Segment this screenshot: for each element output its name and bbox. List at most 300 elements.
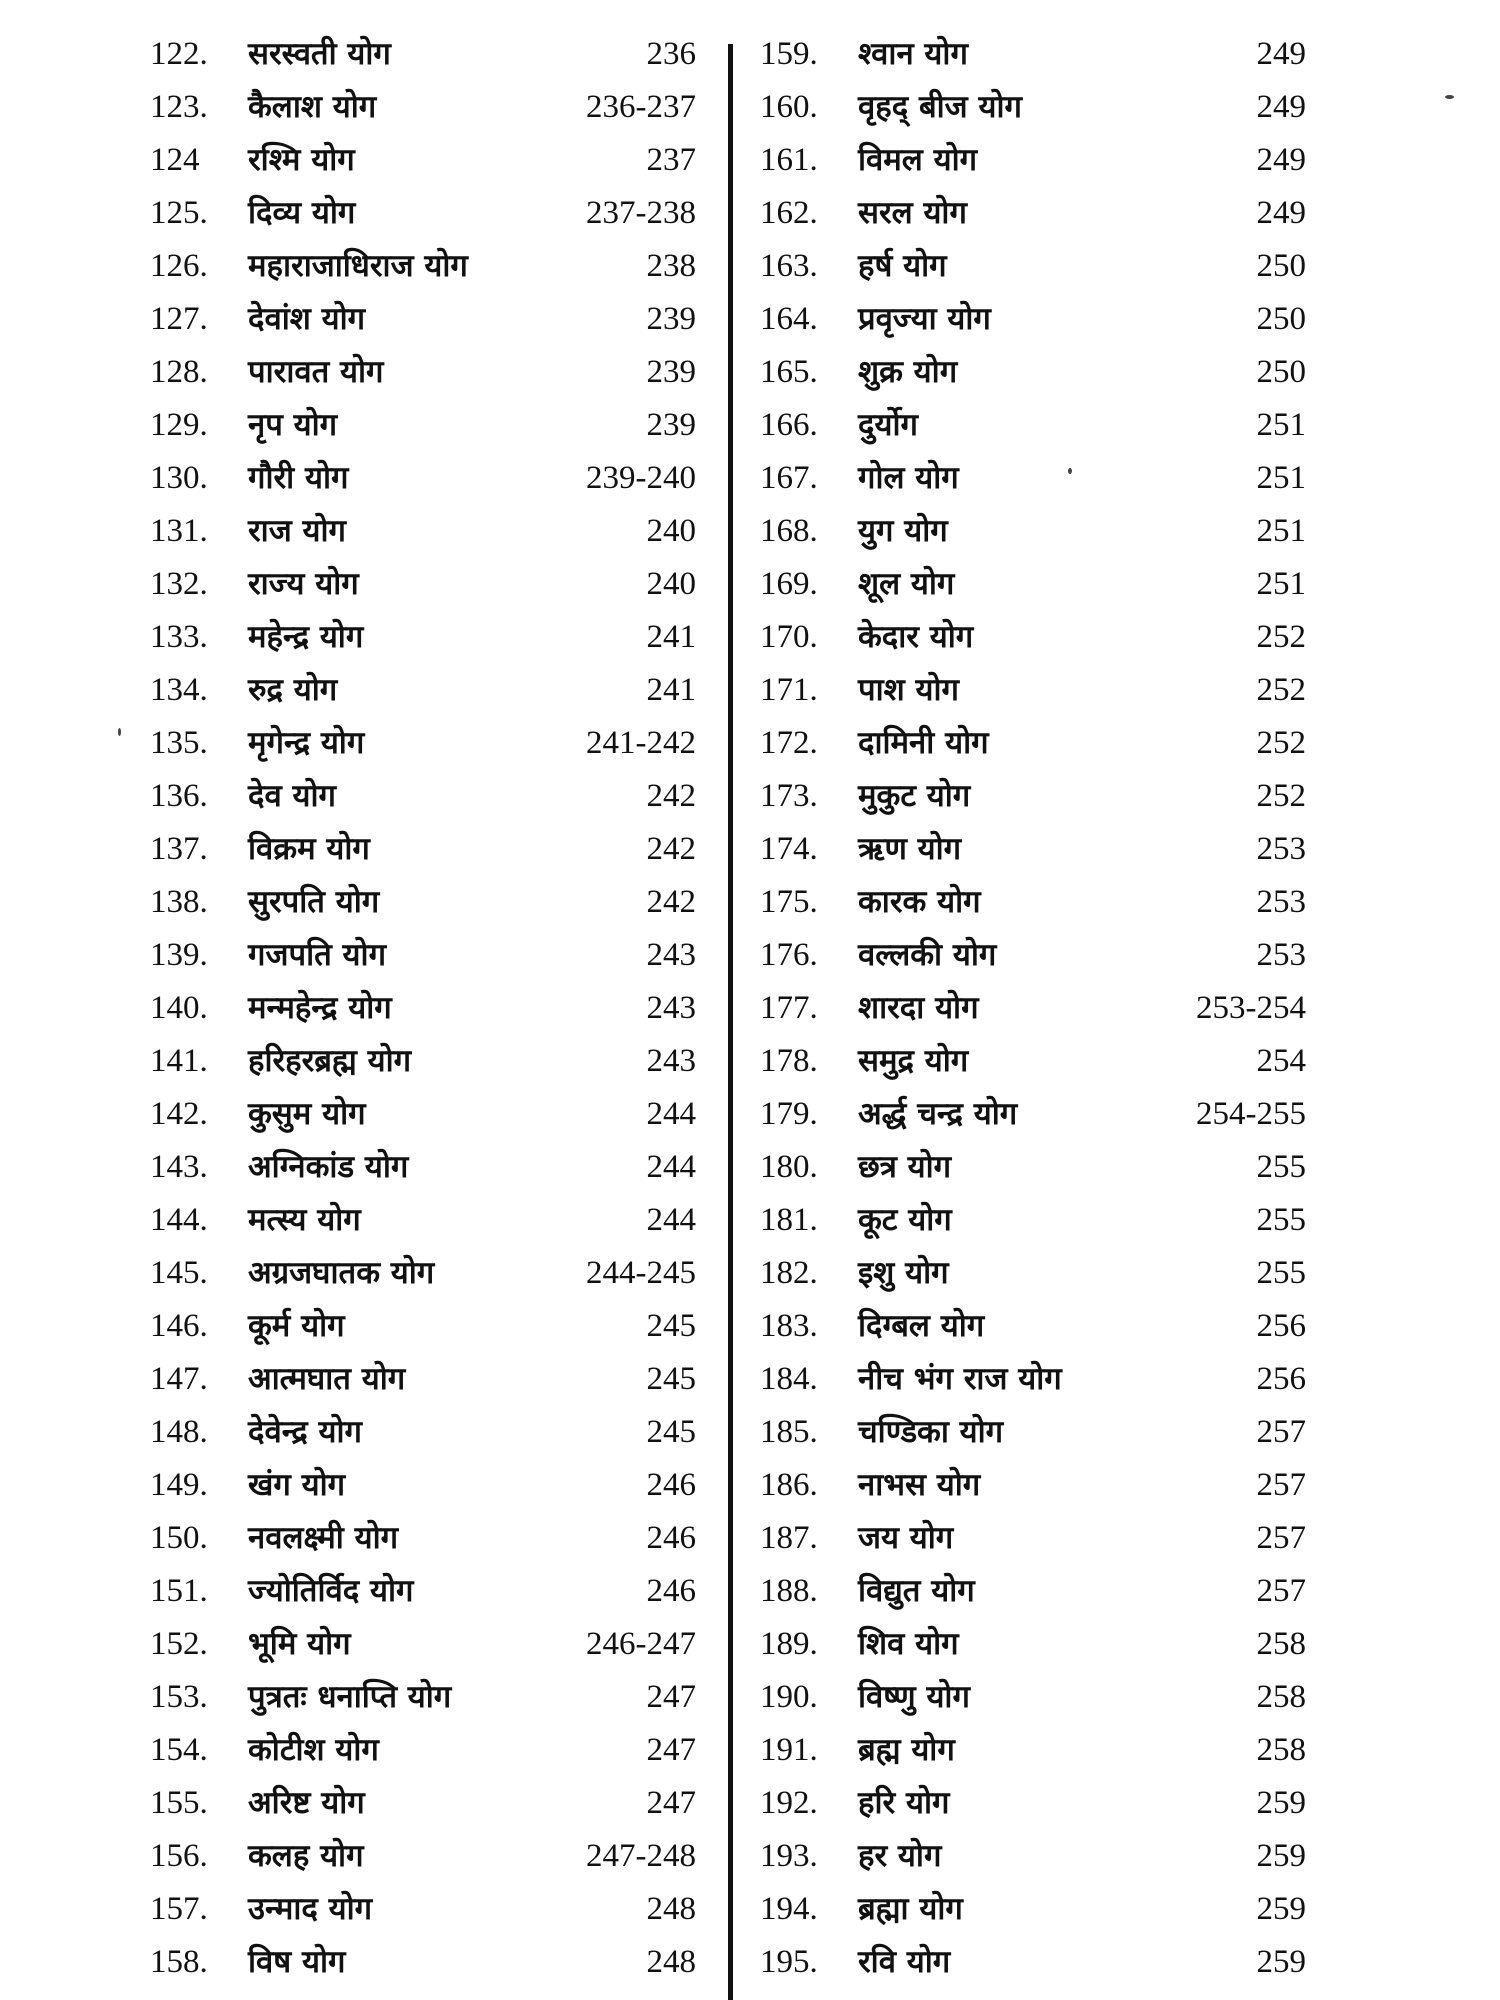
entry-number: 152. — [150, 1626, 208, 1662]
index-entry — [760, 1512, 1320, 1565]
entry-number: 169. — [760, 566, 818, 602]
entry-page-number: 255 — [1256, 1255, 1306, 1291]
entry-number: 146. — [150, 1308, 208, 1344]
entry-number: 193. — [760, 1838, 818, 1874]
index-entry — [150, 876, 710, 929]
entry-page-number: 251 — [1256, 566, 1306, 602]
index-entry — [760, 1141, 1320, 1194]
entry-number: 138. — [150, 884, 208, 920]
entry-yoga-name: खंग योग — [248, 1467, 346, 1503]
index-entry — [150, 399, 710, 452]
index-entry — [150, 134, 710, 187]
entry-page-number: 251 — [1256, 407, 1306, 443]
index-entry — [150, 982, 710, 1035]
entry-number: 194. — [760, 1891, 818, 1927]
index-entry — [760, 1035, 1320, 1088]
entry-yoga-name: कलह योग — [248, 1838, 364, 1874]
index-entry — [760, 346, 1320, 399]
entry-number: 122. — [150, 36, 208, 72]
index-entry — [760, 1353, 1320, 1406]
entry-yoga-name: हरिहरब्रह्म योग — [248, 1043, 412, 1079]
entry-number: 130. — [150, 460, 208, 496]
entry-number: 185. — [760, 1414, 818, 1450]
index-entry — [760, 399, 1320, 452]
entry-number: 183. — [760, 1308, 818, 1344]
index-entry — [150, 1300, 710, 1353]
entry-number: 167. — [760, 460, 818, 496]
entry-page-number: 236 — [646, 36, 696, 72]
entry-number: 150. — [150, 1520, 208, 1556]
entry-page-number: 245 — [646, 1414, 696, 1450]
entry-yoga-name: ब्रह्मा योग — [858, 1891, 963, 1927]
entry-yoga-name: विक्रम योग — [248, 831, 370, 867]
index-entry — [760, 558, 1320, 611]
entry-yoga-name: दुर्योग — [858, 407, 918, 443]
entry-yoga-name: मुकुट योग — [858, 778, 971, 814]
index-entry — [760, 1618, 1320, 1671]
entry-yoga-name: कैलाश योग — [248, 89, 377, 125]
entry-page-number: 255 — [1256, 1202, 1306, 1238]
index-entry — [150, 1830, 710, 1883]
entry-yoga-name: युग योग — [858, 513, 948, 549]
entry-page-number: 257 — [1256, 1573, 1306, 1609]
entry-page-number: 253 — [1256, 937, 1306, 973]
entry-page-number: 257 — [1256, 1414, 1306, 1450]
entry-page-number: 239-240 — [586, 460, 696, 496]
entry-page-number: 257 — [1256, 1467, 1306, 1503]
index-entry — [760, 1671, 1320, 1724]
entry-number: 184. — [760, 1361, 818, 1397]
entry-number: 178. — [760, 1043, 818, 1079]
index-entry — [150, 81, 710, 134]
entry-yoga-name: राज्य योग — [248, 566, 359, 602]
index-entry — [760, 770, 1320, 823]
entry-page-number: 243 — [646, 937, 696, 973]
entry-yoga-name: छत्र योग — [858, 1149, 952, 1185]
entry-yoga-name: समुद्र योग — [858, 1043, 969, 1079]
entry-yoga-name: देव योग — [248, 778, 336, 814]
entry-yoga-name: इशु योग — [858, 1255, 949, 1291]
entry-number: 151. — [150, 1573, 208, 1609]
index-entry — [760, 452, 1320, 505]
entry-yoga-name: कोटीश योग — [248, 1732, 379, 1768]
entry-yoga-name: आत्मघात योग — [248, 1361, 406, 1397]
entry-number: 173. — [760, 778, 818, 814]
index-entry — [150, 823, 710, 876]
entry-number: 154. — [150, 1732, 208, 1768]
entry-page-number: 253 — [1256, 831, 1306, 867]
entry-number: 158. — [150, 1944, 208, 1980]
entry-page-number: 242 — [646, 831, 696, 867]
entry-page-number: 243 — [646, 990, 696, 1026]
index-entry — [760, 1194, 1320, 1247]
entry-number: 181. — [760, 1202, 818, 1238]
entry-yoga-name: पाश योग — [858, 672, 959, 708]
entry-page-number: 247-248 — [586, 1838, 696, 1874]
entry-number: 192. — [760, 1785, 818, 1821]
entry-yoga-name: दिग्बल योग — [858, 1308, 985, 1344]
entry-number: 195. — [760, 1944, 818, 1980]
index-entry — [150, 505, 710, 558]
entry-yoga-name: सरल योग — [858, 195, 967, 231]
entry-number: 127. — [150, 301, 208, 337]
index-entry — [760, 1883, 1320, 1936]
index-entry — [760, 876, 1320, 929]
entry-page-number: 243 — [646, 1043, 696, 1079]
entry-yoga-name: सरस्वती योग — [248, 36, 391, 72]
entry-yoga-name: महाराजाधिराज योग — [248, 248, 468, 284]
entry-page-number: 252 — [1256, 725, 1306, 761]
entry-number: 187. — [760, 1520, 818, 1556]
entry-yoga-name: पारावत योग — [248, 354, 384, 390]
index-entry — [150, 1883, 710, 1936]
entry-page-number: 236-237 — [586, 89, 696, 125]
entry-yoga-name: नवलक्ष्मी योग — [248, 1520, 399, 1556]
entry-number: 126. — [150, 248, 208, 284]
entry-number: 170. — [760, 619, 818, 655]
index-entry — [150, 1512, 710, 1565]
entry-number: 137. — [150, 831, 208, 867]
index-entry — [150, 611, 710, 664]
index-entry — [760, 81, 1320, 134]
index-entry — [760, 611, 1320, 664]
entry-number: 125. — [150, 195, 208, 231]
index-column-left — [150, 28, 710, 1989]
entry-page-number: 259 — [1256, 1891, 1306, 1927]
entry-page-number: 249 — [1256, 89, 1306, 125]
entry-page-number: 241 — [646, 672, 696, 708]
index-entry — [150, 293, 710, 346]
entry-yoga-name: विमल योग — [858, 142, 978, 178]
entry-number: 143. — [150, 1149, 208, 1185]
index-entry — [760, 505, 1320, 558]
entry-page-number: 238 — [646, 248, 696, 284]
entry-yoga-name: गोल योग — [858, 460, 959, 496]
entry-page-number: 242 — [646, 778, 696, 814]
entry-page-number: 251 — [1256, 513, 1306, 549]
entry-page-number: 256 — [1256, 1361, 1306, 1397]
entry-yoga-name: प्रवृज्या योग — [858, 301, 991, 337]
entry-number: 155. — [150, 1785, 208, 1821]
entry-number: 161. — [760, 142, 818, 178]
entry-yoga-name: चण्डिका योग — [858, 1414, 1004, 1450]
entry-page-number: 237-238 — [586, 195, 696, 231]
index-entry — [760, 240, 1320, 293]
index-entry — [760, 1459, 1320, 1512]
entry-yoga-name: गजपति योग — [248, 937, 387, 973]
index-entry — [760, 929, 1320, 982]
entry-number: 132. — [150, 566, 208, 602]
entry-yoga-name: विष योग — [248, 1944, 346, 1980]
entry-number: 128. — [150, 354, 208, 390]
index-entry — [150, 1406, 710, 1459]
entry-number: 189. — [760, 1626, 818, 1662]
entry-page-number: 247 — [646, 1785, 696, 1821]
entry-yoga-name: कूर्म योग — [248, 1308, 345, 1344]
entry-yoga-name: वृहद् बीज योग — [858, 89, 1022, 125]
entry-number: 166. — [760, 407, 818, 443]
entry-page-number: 246-247 — [586, 1626, 696, 1662]
index-entry — [150, 770, 710, 823]
entry-page-number: 240 — [646, 513, 696, 549]
entry-page-number: 239 — [646, 301, 696, 337]
entry-number: 182. — [760, 1255, 818, 1291]
entry-yoga-name: मत्स्य योग — [248, 1202, 361, 1238]
entry-page-number: 252 — [1256, 672, 1306, 708]
entry-yoga-name: विद्युत योग — [858, 1573, 975, 1609]
index-entry — [150, 1618, 710, 1671]
entry-yoga-name: नाभस योग — [858, 1467, 981, 1503]
index-entry — [150, 664, 710, 717]
entry-yoga-name: रुद्र योग — [248, 672, 338, 708]
entry-number: 141. — [150, 1043, 208, 1079]
entry-page-number: 249 — [1256, 142, 1306, 178]
entry-yoga-name: कुसुम योग — [248, 1096, 366, 1132]
entry-yoga-name: अग्रजघातक योग — [248, 1255, 435, 1291]
entry-number: 145. — [150, 1255, 208, 1291]
scan-speck — [1068, 468, 1072, 474]
index-entry — [150, 1353, 710, 1406]
entry-number: 168. — [760, 513, 818, 549]
entry-page-number: 256 — [1256, 1308, 1306, 1344]
entry-number: 153. — [150, 1679, 208, 1715]
index-entry — [760, 1777, 1320, 1830]
entry-yoga-name: सुरपति योग — [248, 884, 380, 920]
entry-yoga-name: उन्माद योग — [248, 1891, 373, 1927]
entry-number: 191. — [760, 1732, 818, 1768]
entry-number: 164. — [760, 301, 818, 337]
index-entry — [150, 1724, 710, 1777]
entry-page-number: 250 — [1256, 248, 1306, 284]
entry-page-number: 257 — [1256, 1520, 1306, 1556]
entry-yoga-name: दिव्य योग — [248, 195, 356, 231]
entry-page-number: 252 — [1256, 619, 1306, 655]
entry-number: 186. — [760, 1467, 818, 1503]
index-entry — [150, 28, 710, 81]
index-entry — [150, 558, 710, 611]
entry-number: 135. — [150, 725, 208, 761]
entry-yoga-name: नीच भंग राज योग — [858, 1361, 1062, 1397]
entry-yoga-name: महेन्द्र योग — [248, 619, 364, 655]
index-entry — [150, 346, 710, 399]
index-entry — [760, 28, 1320, 81]
entry-page-number: 249 — [1256, 195, 1306, 231]
entry-yoga-name: दामिनी योग — [858, 725, 989, 761]
index-entry — [760, 1406, 1320, 1459]
entry-yoga-name: मृगेन्द्र योग — [248, 725, 365, 761]
entry-yoga-name: अरिष्ट योग — [248, 1785, 365, 1821]
entry-number: 156. — [150, 1838, 208, 1874]
index-entry — [760, 1936, 1320, 1989]
entry-yoga-name: राज योग — [248, 513, 346, 549]
entry-yoga-name: अग्निकांड योग — [248, 1149, 409, 1185]
entry-yoga-name: वल्लकी योग — [858, 937, 997, 973]
entry-page-number: 252 — [1256, 778, 1306, 814]
entry-page-number: 253 — [1256, 884, 1306, 920]
index-column-right — [760, 28, 1320, 1989]
entry-page-number: 244 — [646, 1149, 696, 1185]
entry-page-number: 251 — [1256, 460, 1306, 496]
entry-page-number: 244 — [646, 1202, 696, 1238]
entry-page-number: 250 — [1256, 301, 1306, 337]
entry-number: 174. — [760, 831, 818, 867]
entry-number: 190. — [760, 1679, 818, 1715]
entry-number: 129. — [150, 407, 208, 443]
entry-page-number: 250 — [1256, 354, 1306, 390]
index-entry — [760, 823, 1320, 876]
entry-page-number: 258 — [1256, 1626, 1306, 1662]
entry-page-number: 241 — [646, 619, 696, 655]
entry-page-number: 247 — [646, 1732, 696, 1768]
entry-page-number: 239 — [646, 407, 696, 443]
entry-number: 172. — [760, 725, 818, 761]
entry-number: 163. — [760, 248, 818, 284]
entry-number: 162. — [760, 195, 818, 231]
entry-number: 160. — [760, 89, 818, 125]
entry-page-number: 237 — [646, 142, 696, 178]
entry-number: 176. — [760, 937, 818, 973]
entry-number: 131. — [150, 513, 208, 549]
entry-page-number: 249 — [1256, 36, 1306, 72]
entry-page-number: 248 — [646, 1891, 696, 1927]
entry-page-number: 254 — [1256, 1043, 1306, 1079]
entry-number: 133. — [150, 619, 208, 655]
entry-number: 177. — [760, 990, 818, 1026]
entry-page-number: 245 — [646, 1308, 696, 1344]
index-entry — [760, 1247, 1320, 1300]
entry-yoga-name: देवांश योग — [248, 301, 366, 337]
index-entry — [150, 1194, 710, 1247]
entry-page-number: 259 — [1256, 1944, 1306, 1980]
entry-page-number: 240 — [646, 566, 696, 602]
entry-number: 179. — [760, 1096, 818, 1132]
entry-page-number: 255 — [1256, 1149, 1306, 1185]
entry-yoga-name: नृप योग — [248, 407, 338, 443]
scan-speck — [118, 728, 121, 736]
index-entry — [150, 1088, 710, 1141]
index-entry — [760, 1724, 1320, 1777]
index-entry — [150, 1247, 710, 1300]
entry-yoga-name: पुत्रतः धनाप्ति योग — [248, 1679, 452, 1715]
index-entry — [760, 187, 1320, 240]
entry-number: 157. — [150, 1891, 208, 1927]
scan-speck — [1445, 95, 1454, 99]
index-entry — [150, 187, 710, 240]
index-entry — [150, 1777, 710, 1830]
entry-yoga-name: देवेन्द्र योग — [248, 1414, 362, 1450]
index-entry — [760, 982, 1320, 1035]
entry-page-number: 258 — [1256, 1732, 1306, 1768]
entry-number: 142. — [150, 1096, 208, 1132]
index-entry — [150, 1565, 710, 1618]
entry-number: 148. — [150, 1414, 208, 1450]
entry-page-number: 258 — [1256, 1679, 1306, 1715]
entry-yoga-name: हरि योग — [858, 1785, 950, 1821]
index-entry — [150, 240, 710, 293]
index-entry — [760, 1300, 1320, 1353]
entry-page-number: 241-242 — [586, 725, 696, 761]
entry-page-number: 259 — [1256, 1785, 1306, 1821]
entry-page-number: 245 — [646, 1361, 696, 1397]
entry-number: 144. — [150, 1202, 208, 1238]
entry-yoga-name: विष्णु योग — [858, 1679, 970, 1715]
entry-yoga-name: गौरी योग — [248, 460, 349, 496]
entry-number: 123. — [150, 89, 208, 125]
entry-yoga-name: हर्ष योग — [858, 248, 947, 284]
entry-number: 136. — [150, 778, 208, 814]
entry-yoga-name: भूमि योग — [248, 1626, 351, 1662]
entry-yoga-name: श्वान योग — [858, 36, 968, 72]
entry-page-number: 254-255 — [1196, 1096, 1306, 1132]
entry-yoga-name: कारक योग — [858, 884, 981, 920]
entry-yoga-name: शुक्र योग — [858, 354, 958, 390]
index-entry — [760, 664, 1320, 717]
entry-number: 180. — [760, 1149, 818, 1185]
entry-yoga-name: हर योग — [858, 1838, 942, 1874]
column-divider — [728, 44, 733, 2000]
entry-yoga-name: कूट योग — [858, 1202, 952, 1238]
entry-number: 140. — [150, 990, 208, 1026]
entry-number: 165. — [760, 354, 818, 390]
index-entry — [150, 717, 710, 770]
entry-page-number: 253-254 — [1196, 990, 1306, 1026]
entry-yoga-name: मन्महेन्द्र योग — [248, 990, 392, 1026]
entry-number: 175. — [760, 884, 818, 920]
index-entry — [760, 293, 1320, 346]
entry-number: 171. — [760, 672, 818, 708]
entry-yoga-name: रवि योग — [858, 1944, 951, 1980]
index-entry — [150, 452, 710, 505]
entry-yoga-name: जय योग — [858, 1520, 954, 1556]
entry-number: 159. — [760, 36, 818, 72]
entry-page-number: 239 — [646, 354, 696, 390]
entry-page-number: 244 — [646, 1096, 696, 1132]
index-entry — [150, 929, 710, 982]
entry-page-number: 244-245 — [586, 1255, 696, 1291]
entry-page-number: 242 — [646, 884, 696, 920]
index-entry — [150, 1936, 710, 1989]
index-entry — [760, 717, 1320, 770]
index-entry — [760, 1088, 1320, 1141]
entry-yoga-name: केदार योग — [858, 619, 974, 655]
entry-number: 124 — [150, 142, 200, 178]
entry-page-number: 247 — [646, 1679, 696, 1715]
index-entry — [760, 1565, 1320, 1618]
index-entry — [150, 1035, 710, 1088]
entry-number: 134. — [150, 672, 208, 708]
entry-page-number: 246 — [646, 1467, 696, 1503]
index-entry — [150, 1459, 710, 1512]
index-entry — [150, 1671, 710, 1724]
entry-yoga-name: अर्द्ध चन्द्र योग — [858, 1096, 1018, 1132]
index-entry — [760, 1830, 1320, 1883]
entry-page-number: 246 — [646, 1520, 696, 1556]
entry-yoga-name: ज्योतिर्विद योग — [248, 1573, 414, 1609]
entry-yoga-name: ब्रह्म योग — [858, 1732, 955, 1768]
entry-page-number: 246 — [646, 1573, 696, 1609]
entry-page-number: 248 — [646, 1944, 696, 1980]
entry-page-number: 259 — [1256, 1838, 1306, 1874]
entry-yoga-name: शूल योग — [858, 566, 955, 602]
entry-number: 139. — [150, 937, 208, 973]
entry-yoga-name: ऋण योग — [858, 831, 962, 867]
entry-yoga-name: शिव योग — [858, 1626, 959, 1662]
entry-yoga-name: रश्मि योग — [248, 142, 355, 178]
entry-number: 149. — [150, 1467, 208, 1503]
index-entry — [150, 1141, 710, 1194]
index-entry — [760, 134, 1320, 187]
entry-number: 188. — [760, 1573, 818, 1609]
